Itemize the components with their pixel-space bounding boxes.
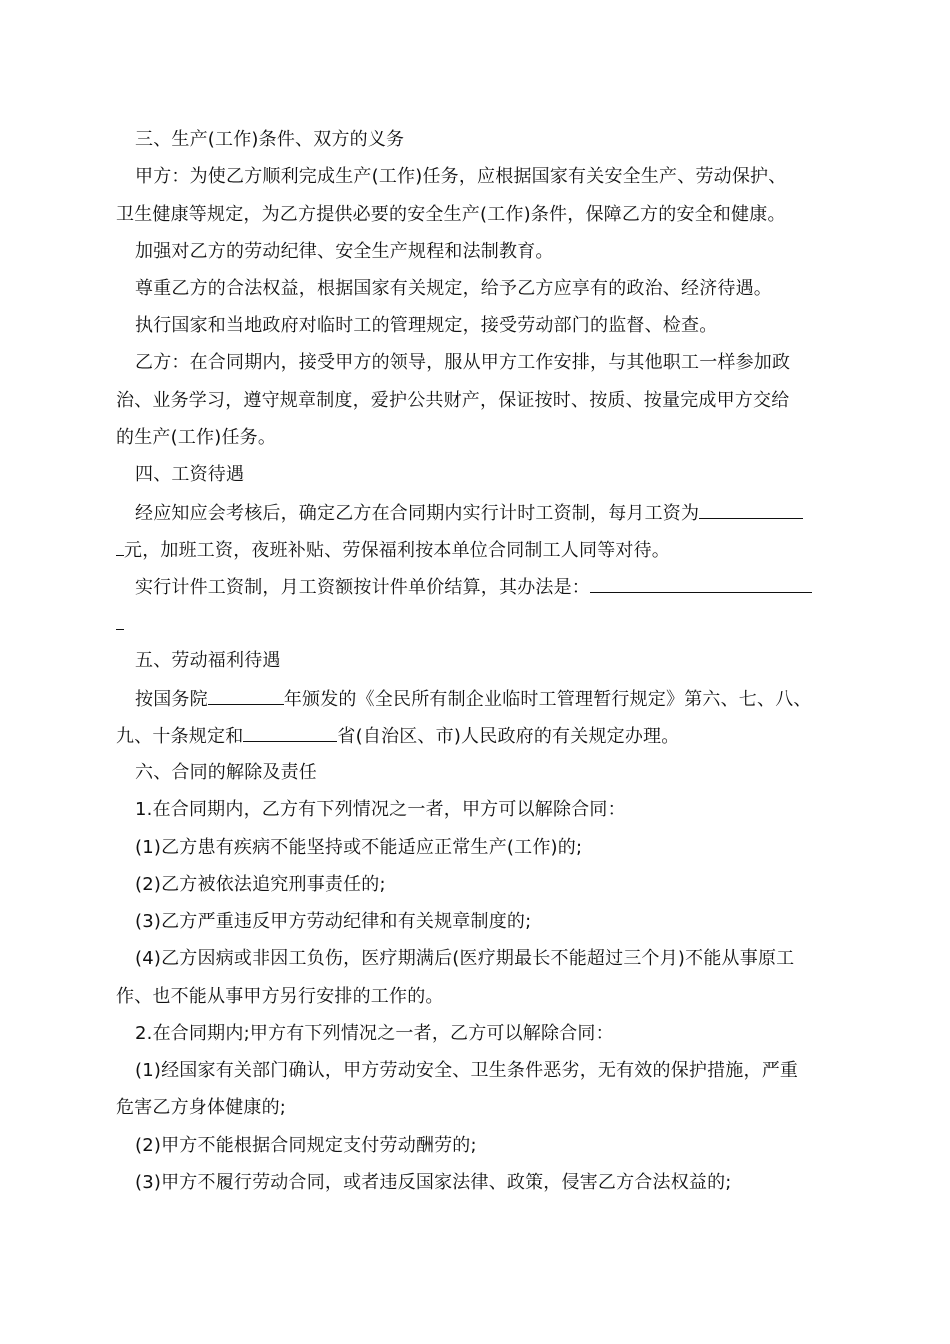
- paragraph-line: 加强对乙方的劳动纪律、安全生产规程和法制教育。: [135, 241, 554, 262]
- paragraph-line: 执行国家和当地政府对临时工的管理规定，接受劳动部门的监督、检查。: [135, 315, 718, 336]
- paragraph-text: 按国务院: [135, 689, 208, 710]
- fill-in-blank: [116, 612, 124, 630]
- paragraph-text: 经应知应会考核后，确定乙方在合同期内实行计时工资制，每月工资为: [135, 503, 700, 524]
- fill-in-blank: [208, 687, 284, 705]
- paragraph-line: 治、业务学习，遵守规章制度，爱护公共财产，保证按时、按质、按量完成甲方交给: [116, 390, 790, 411]
- clause-line: (3)甲方不履行劳动合同，或者违反国家法律、政策，侵害乙方合法权益的;: [135, 1172, 732, 1193]
- paragraph-text: 九、十条规定和: [116, 726, 244, 747]
- clause-line: (2)甲方不能根据合同规定支付劳动酬劳的;: [135, 1135, 477, 1156]
- paragraph-text: 年颁发的《全民所有制企业临时工管理暂行规定》第六、七、八、: [283, 689, 812, 710]
- clause-line: 2.在合同期内;甲方有下列情况之一者，乙方可以解除合同：: [135, 1023, 614, 1044]
- paragraph-line: 尊重乙方的合法权益，根据国家有关规定，给予乙方应享有的政治、经济待遇。: [135, 278, 772, 299]
- fill-in-blank: [699, 501, 803, 519]
- clause-line: (1)乙方患有疾病不能坚持或不能适应正常生产(工作)的;: [135, 837, 583, 858]
- clause-line: 1.在合同期内，乙方有下列情况之一者，甲方可以解除合同：: [135, 799, 626, 820]
- paragraph-line: 甲方：为使乙方顺利完成生产(工作)任务，应根据国家有关安全生产、劳动保护、: [135, 166, 787, 187]
- clause-line: (4)乙方因病或非因工负伤，医疗期满后(医疗期最长不能超过三个月)不能从事原工: [135, 948, 795, 969]
- clause-line: 危害乙方身体健康的;: [116, 1097, 287, 1118]
- paragraph-line: [135, 687, 812, 711]
- fill-in-blank: [243, 724, 337, 742]
- paragraph-line: [135, 501, 803, 525]
- paragraph-line: [116, 724, 679, 748]
- section-heading-5: 五、劳动福利待遇: [135, 650, 281, 671]
- fill-in-blank: [116, 538, 124, 556]
- paragraph-text: 实行计件工资制，月工资额按计件单价结算，其办法是：: [135, 577, 590, 598]
- fill-in-blank: [590, 575, 812, 593]
- paragraph-text: 省(自治区、市)人民政府的有关规定办理。: [337, 726, 680, 747]
- clause-line: (2)乙方被依法追究刑事责任的;: [135, 874, 386, 895]
- section-heading-6: 六、合同的解除及责任: [135, 762, 317, 783]
- paragraph-line: 的生产(工作)任务。: [116, 427, 277, 448]
- clause-line: (3)乙方严重违反甲方劳动纪律和有关规章制度的;: [135, 911, 532, 932]
- section-heading-3: 三、生产(工作)条件、双方的义务: [135, 129, 405, 150]
- paragraph-line: [135, 575, 812, 599]
- clause-line: 作、也不能从事甲方另行安排的工作的。: [116, 986, 444, 1007]
- paragraph-line: 乙方：在合同期内，接受甲方的领导，服从甲方工作安排，与其他职工一样参加政: [135, 352, 791, 373]
- paragraph-line: 卫生健康等规定，为乙方提供必要的安全生产(工作)条件，保障乙方的安全和健康。: [116, 204, 786, 225]
- paragraph-line: [116, 612, 124, 636]
- section-heading-4: 四、工资待遇: [135, 464, 245, 485]
- clause-line: (1)经国家有关部门确认，甲方劳动安全、卫生条件恶劣，无有效的保护措施，严重: [135, 1060, 799, 1081]
- paragraph-line: [116, 538, 670, 562]
- paragraph-text: 元，加班工资，夜班补贴、劳保福利按本单位合同制工人同等对待。: [124, 540, 670, 561]
